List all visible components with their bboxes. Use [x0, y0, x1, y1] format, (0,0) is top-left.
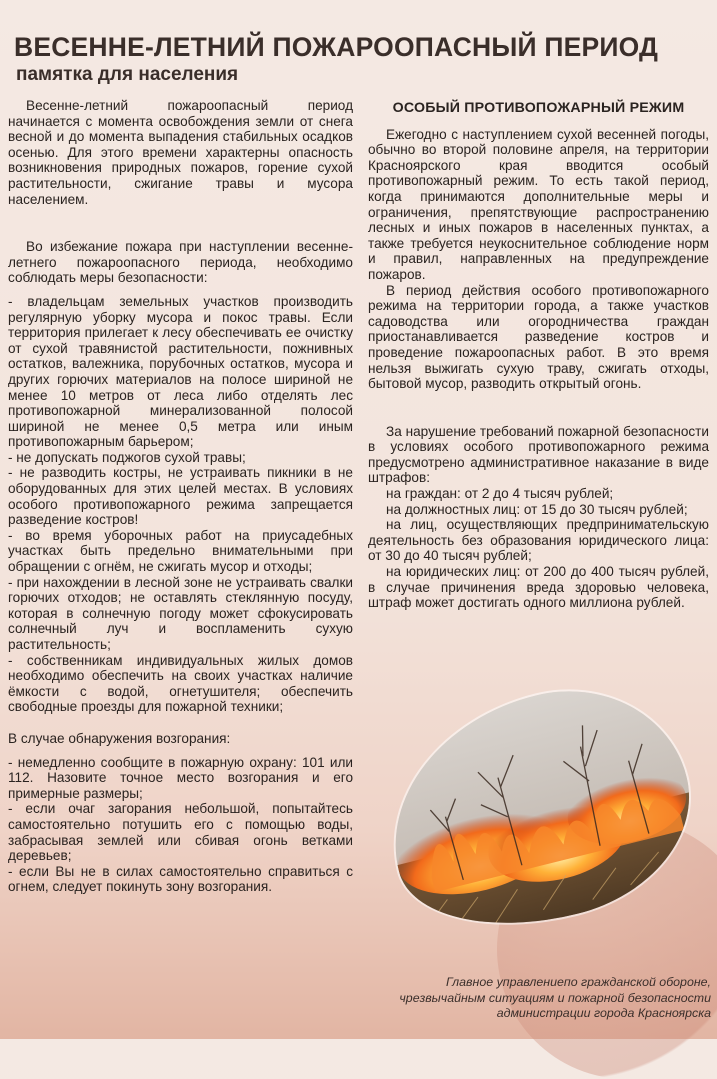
fine-item: на лиц, осуществляющих предпринимательскую деятельность без образования юридического лица: от 30 до 40 тысяч рублей;: [368, 517, 709, 564]
measure-item: - не разводить костры, не устраивать пикники в не оборудованных для этих целей местах. В условиях особого противопожарного режима запрещается разведение костров!: [8, 465, 353, 528]
measure-item: - не допускать поджогов сухой травы;: [8, 449, 246, 465]
issuer-credit: Главное управлениепо гражданской обороне, чрезвычайным ситуациям и пожарной безопасности администрации города Красноярска: [399, 975, 711, 1021]
measures-heading: Во избежание пожара при наступлении весенне-летнего пожароопасного периода, необходимо соблюдать меры безопасности:: [8, 239, 353, 286]
measure-item: - собственникам индивидуальных жилых домов необходимо обеспечить на своих участках наличие ёмкости с водой, огнетушителя; обеспечить свободные проезды для пожарной техники;: [8, 652, 353, 715]
fire-heading: В случае обнаружения возгорания:: [8, 730, 231, 746]
fire-step: - если очаг загорания небольшой, попытайтесь самостоятельно потушить его с помощью воды, забрасывая землей или сбивая огонь ветками деревьев;: [8, 801, 353, 864]
fine-item: на юридических лиц: от 200 до 400 тысяч рублей, в случае причинения вреда здоровью человека, штраф может достигать одного миллиона рублей.: [368, 564, 709, 611]
fine-item: на граждан: от 2 до 4 тысяч рублей;: [386, 486, 614, 502]
left-column: [8, 98, 353, 895]
regime-paragraph: Ежегодно с наступлением сухой весенней погоды, обычно во второй половине апреля, на территории Красноярского края вводится особый противопожарный режим. То есть такой период, когда принимаются дополнительные меры и ограничения, препятствующие распространению лесных и иных пожаров в населенных пунктах, а также требуется неукоснительное соблюдение норм и правил, направленных на предупреждение пожаров.: [368, 126, 709, 282]
intro-paragraph: Весенне-летний пожароопасный период начинается с момента освобождения земли от снега весной и до момента выпадения стабильных осадков осенью. Для этого времени характерны опасность возникновения природных пожаров, горение сухой растительности, сжигание травы и мусора населением.: [8, 98, 353, 207]
page-title: ВЕСЕННЕ-ЛЕТНИЙ ПОЖАРООПАСНЫЙ ПЕРИОД: [14, 32, 659, 62]
fines-intro: За нарушение требований пожарной безопасности в условиях особого противопожарного режима предусмотрено административное наказание в виде штрафов:: [368, 423, 709, 486]
measure-item: - при нахождении в лесной зоне не устраивать свалки горючих отходов; не оставлять стеклянную посуду, которая в солнечную погоду может сфокусировать солнечный луч и воспламенить сухую растительность;: [8, 574, 353, 652]
fire-step: - если Вы не в силах самостоятельно справиться с огнем, следует покинуть зону возгорания.: [8, 863, 353, 895]
page-subtitle: памятка для населения: [16, 64, 239, 85]
measure-item: - во время уборочных работ на приусадебных участках быть предельно внимательными при обращении с огнём, не сжигать мусор и отходы;: [8, 527, 353, 575]
fine-item: на должностных лиц: от 15 до 30 тысяч рублей;: [386, 501, 688, 517]
restrictions-paragraph: В период действия особого противопожарного режима на территории города, а также участков садоводства или огородничества граждан приостанавливается разведение костров и проведение пожароопасных работ. В это время нельзя выжигать сухую траву, сжигать отходы, бытовой мусор, разводить открытый огонь.: [368, 282, 709, 392]
section-heading: ОСОБЫЙ ПРОТИВОПОЖАРНЫЙ РЕЖИМ: [392, 100, 685, 116]
fire-step: - немедленно сообщите в пожарную охрану: 101 или 112. Назовите точное место возгорания и его примерные размеры;: [8, 754, 353, 801]
measure-item: - владельцам земельных участков производить регулярную уборку мусора и покос травы. Если территория прилегает к лесу обеспечивать ее очистку от сухой травянистой растительности, пожнивных остатков, валежника, порубочных остатков, мусора и других горючих материалов на полосе шириной не менее 10 метров от леса либо отделять лес противопожарной минерализованной полосой шириной не менее 0,5 метра или иным противопожарным барьером;: [8, 293, 353, 450]
right-column: [368, 101, 709, 611]
